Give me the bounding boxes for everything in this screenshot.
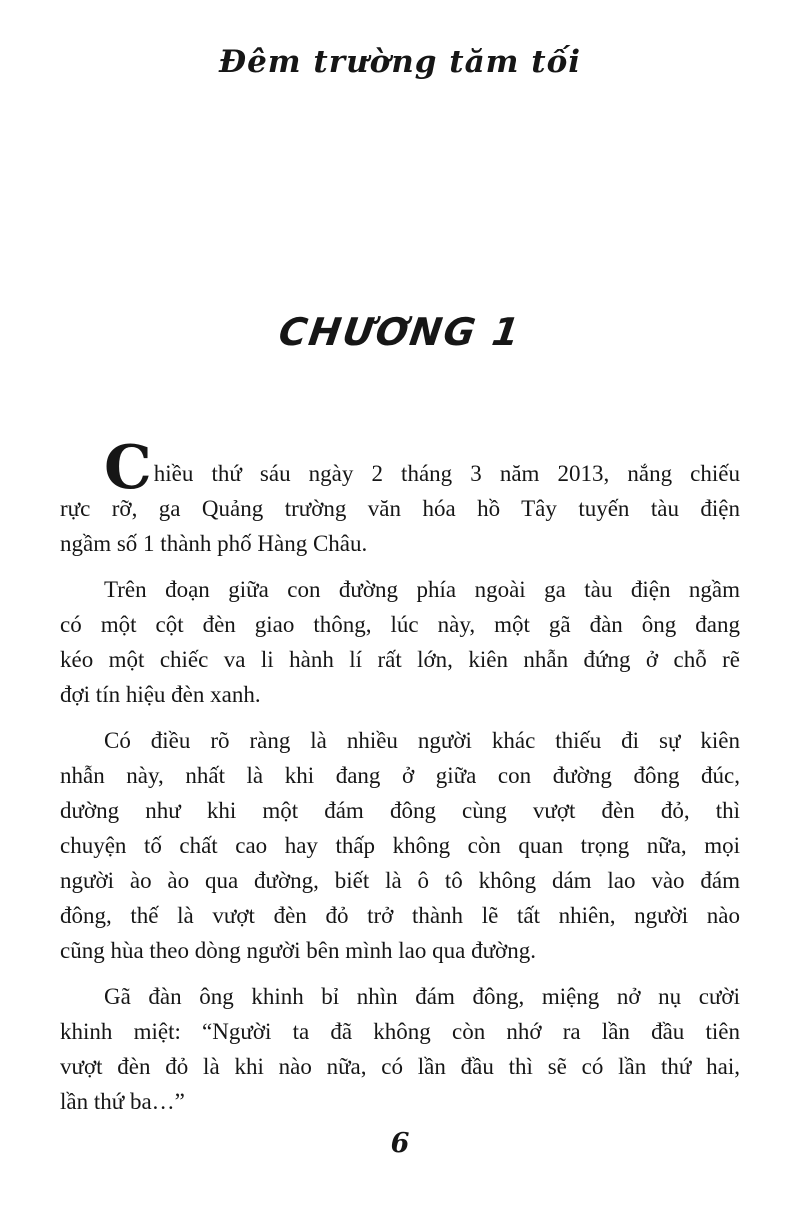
- paragraph: [60, 433, 740, 561]
- body-text: [60, 433, 740, 1119]
- text-line: Trên đoạn giữa con đường phía ngoài ga tàu điện ngầm: [104, 577, 740, 602]
- page-number: 6: [390, 1128, 410, 1159]
- text-line: Chiều thứ sáu ngày 2 tháng 3 năm 2013, nắng chiếu: [104, 433, 740, 503]
- text-line: Gã đàn ông khinh bỉ nhìn đám đông, miệng nở nụ cười: [104, 984, 740, 1009]
- drop-cap: C: [104, 433, 152, 503]
- paragraph: [60, 572, 740, 712]
- text-line: kéo một chiếc va li hành lí rất lớn, kiên nhẫn đứng ở chỗ rẽ: [60, 647, 740, 672]
- text-line: rực rỡ, ga Quảng trường văn hóa hồ Tây tuyến tàu điện: [60, 496, 740, 521]
- running-header: Đêm trường tăm tối: [218, 44, 582, 80]
- text-line: lần thứ ba…”: [60, 1089, 185, 1114]
- text-line: cũng hùa theo dòng người bên mình lao qua đường.: [60, 938, 536, 963]
- text-line: vượt đèn đỏ là khi nào nữa, có lần đầu thì sẽ có lần thứ hai,: [60, 1054, 740, 1079]
- paragraph: [60, 979, 740, 1119]
- text-line: dường như khi một đám đông cùng vượt đèn đỏ, thì: [60, 798, 740, 823]
- text-line: có một cột đèn giao thông, lúc này, một gã đàn ông đang: [60, 612, 740, 637]
- text-line: đợi tín hiệu đèn xanh.: [60, 682, 261, 707]
- chapter-heading: CHƯƠNG 1: [276, 310, 524, 354]
- text-line: Có điều rõ ràng là nhiều người khác thiếu đi sự kiên: [104, 728, 740, 753]
- paragraph: [60, 723, 740, 968]
- text-line: ngầm số 1 thành phố Hàng Châu.: [60, 531, 368, 556]
- text-line: khinh miệt: “Người ta đã không còn nhớ ra lần đầu tiên: [60, 1019, 740, 1044]
- text-line: đông, thế là vượt đèn đỏ trở thành lẽ tất nhiên, người nào: [60, 903, 740, 928]
- text-line: chuyện tố chất cao hay thấp không còn quan trọng nữa, mọi: [60, 833, 740, 858]
- text-line: người ào ào qua đường, biết là ô tô không dám lao vào đám: [60, 868, 740, 893]
- text-line: nhẫn này, nhất là khi đang ở giữa con đường đông đúc,: [60, 763, 740, 788]
